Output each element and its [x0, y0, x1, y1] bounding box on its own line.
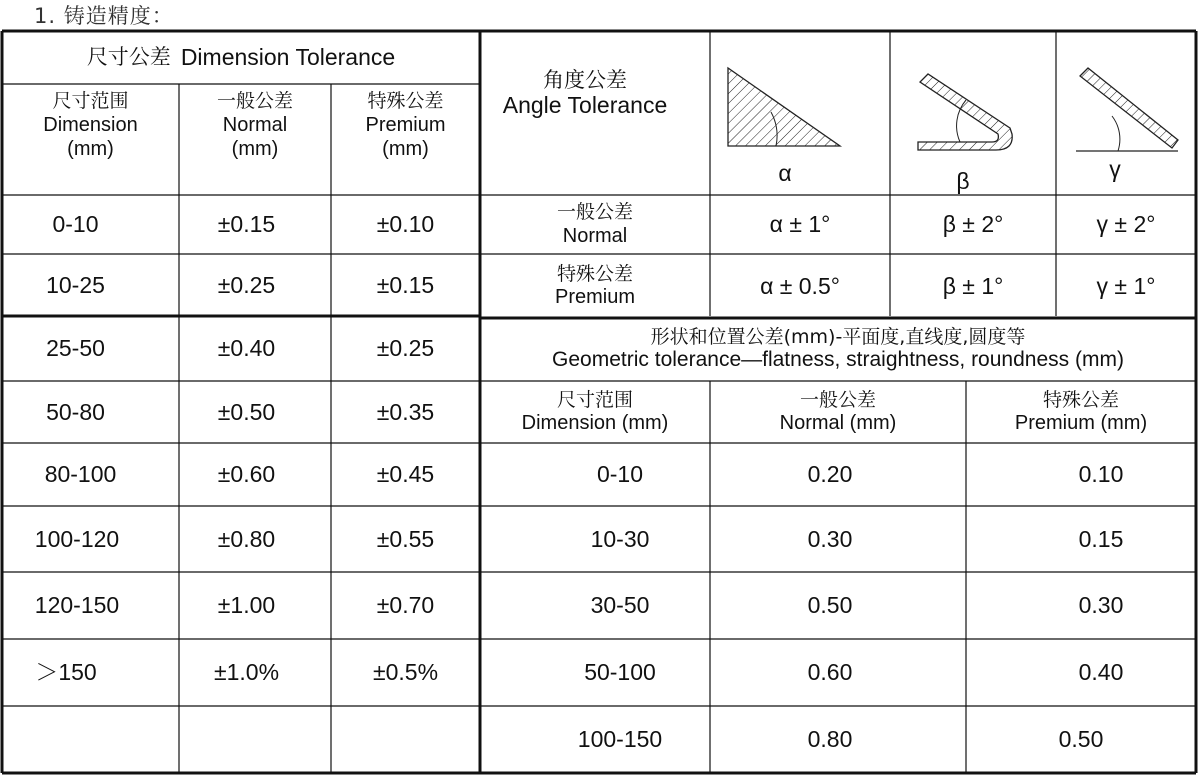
table-row-normal: ±1.00 — [217, 592, 276, 619]
table-row-normal: ±1.0% — [213, 659, 280, 686]
table-row-normal: ±0.60 — [217, 461, 276, 488]
table-row-range: 0-10 — [52, 211, 99, 238]
table-row-normal: ±0.15 — [217, 211, 276, 238]
table-row-normal: 0.80 — [807, 726, 853, 753]
alpha-angle-diagram-icon — [728, 68, 840, 146]
dimension-tolerance-title: 尺寸公差 Dimension Tolerance — [86, 44, 396, 71]
table-row-normal: 0.30 — [807, 525, 853, 552]
table-row-range: 30-50 — [590, 592, 650, 619]
gamma-angle-diagram-icon — [1076, 68, 1178, 151]
angle-tolerance-title: 角度公差 Angle Tolerance — [502, 67, 668, 118]
table-row-normal — [179, 706, 331, 773]
table-row-premium: ±0.55 — [376, 525, 435, 552]
table-row-range: 10-30 — [590, 525, 650, 552]
angle-normal-beta: β ± 2° — [942, 211, 1004, 238]
table-row-premium: ±0.10 — [376, 211, 435, 238]
table-row-premium: 0.30 — [1078, 592, 1124, 619]
table-row-normal: ±0.50 — [217, 398, 276, 425]
table-row-range: 10-25 — [46, 271, 105, 298]
beta-symbol: β — [956, 167, 970, 194]
table-row-normal: ±0.40 — [217, 335, 276, 362]
table-row-range: ＞150 — [35, 659, 97, 686]
table-row-normal: ±0.25 — [217, 271, 276, 298]
table-row-premium: ±0.5% — [372, 659, 439, 686]
table-row-premium — [331, 706, 480, 773]
gamma-symbol: γ — [1109, 155, 1121, 182]
table-row-range: 50-100 — [584, 659, 656, 686]
angle-premium-gamma: γ ± 1° — [1096, 272, 1156, 299]
table-row-premium: ±0.35 — [376, 398, 435, 425]
table-row-premium: 0.15 — [1078, 525, 1124, 552]
table-row-premium: 0.40 — [1078, 659, 1124, 686]
table-row-range: 50-80 — [46, 398, 105, 425]
geometric-header-normal: 一般公差 Normal (mm) — [779, 388, 897, 435]
dimension-header-normal: 一般公差 Normal (mm) — [216, 90, 293, 160]
table-row-range: 0-10 — [596, 461, 644, 488]
beta-angle-diagram-icon — [918, 74, 1012, 150]
table-row-premium: ±0.70 — [376, 592, 435, 619]
table-row-normal: 0.20 — [807, 461, 853, 488]
table-row-premium: ±0.15 — [376, 271, 435, 298]
geometric-header-premium: 特殊公差 Premium (mm) — [1014, 388, 1148, 435]
section-heading: 1. 铸造精度： — [34, 4, 174, 28]
table-row-range — [2, 706, 179, 773]
table-row-normal: 0.50 — [807, 592, 853, 619]
angle-premium-alpha: α ± 0.5° — [760, 272, 840, 299]
table-row-range: 120-150 — [34, 592, 120, 619]
geometric-tolerance-title: 形状和位置公差(mm)-平面度,直线度,圆度等 Geometric tolerance—flatness, straightness, roundness (mm) — [552, 325, 1124, 372]
table-row-premium: 0.50 — [1058, 726, 1104, 753]
table-row-normal: 0.60 — [807, 659, 853, 686]
table-row-premium: ±0.45 — [376, 461, 435, 488]
angle-row-premium-label: 特殊公差 Premium — [554, 262, 635, 309]
table-row-range: 100-120 — [34, 525, 120, 552]
dimension-header-range: 尺寸范围 Dimension (mm) — [43, 90, 138, 160]
angle-normal-alpha: α ± 1° — [769, 211, 831, 238]
angle-premium-beta: β ± 1° — [942, 272, 1004, 299]
table-row-normal: ±0.80 — [217, 525, 276, 552]
table-row-range: 25-50 — [46, 335, 105, 362]
table-row-range: 80-100 — [44, 461, 117, 488]
table-row-range: 100-150 — [577, 726, 663, 753]
dimension-header-premium: 特殊公差 Premium (mm) — [365, 90, 446, 160]
angle-row-normal-label: 一般公差 Normal — [556, 201, 633, 247]
table-row-premium: ±0.25 — [376, 335, 435, 362]
angle-normal-gamma: γ ± 2° — [1096, 211, 1156, 238]
geometric-header-range: 尺寸范围 Dimension (mm) — [521, 388, 669, 435]
alpha-symbol: α — [778, 159, 792, 186]
table-row-premium: 0.10 — [1078, 461, 1124, 488]
